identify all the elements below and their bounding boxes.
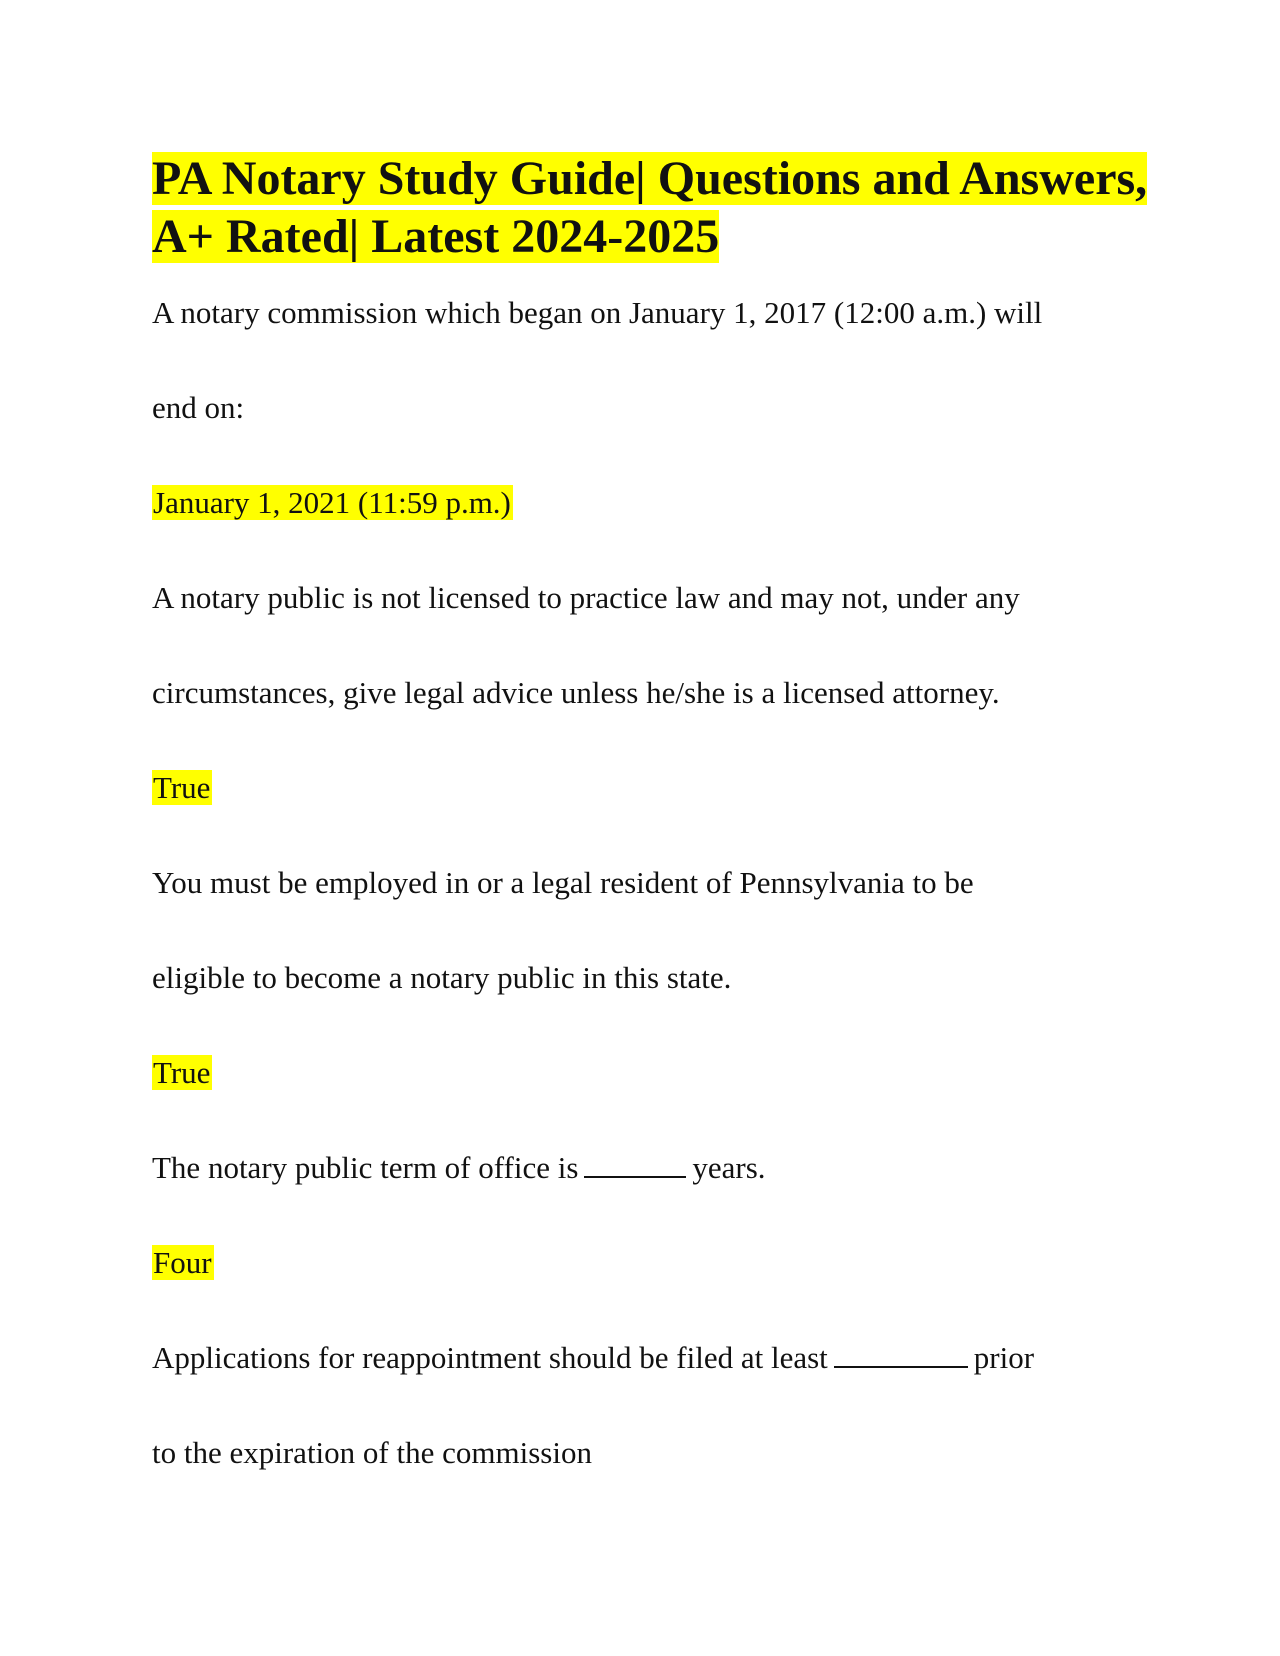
question-5-text-after: prior [973, 1340, 1035, 1375]
question-5-line-1 [152, 1338, 1034, 1378]
question-5-text-before: Applications for reappointment should be filed at least [152, 1340, 828, 1375]
answer-1 [152, 483, 513, 523]
fill-in-blank [584, 1152, 686, 1178]
answer-4 [152, 1243, 214, 1283]
question-4-text-before: The notary public term of office is [152, 1150, 579, 1185]
answer-2-highlight: True [153, 770, 211, 805]
question-2-line-1: A notary public is not licensed to practice law and may not, under any [152, 580, 1020, 615]
answer-2 [152, 768, 212, 808]
question-4-line-1 [152, 1148, 766, 1188]
question-1-line-1: A notary commission which began on January 1, 2017 (12:00 a.m.) will [152, 295, 1043, 330]
question-5-line-2: to the expiration of the commission [152, 1435, 592, 1470]
document-title [152, 150, 1152, 266]
question-1-line-2: end on: [152, 390, 245, 425]
question-3-line-2: eligible to become a notary public in this state. [152, 960, 732, 995]
answer-1-highlight: January 1, 2021 (11:59 p.m.) [153, 485, 511, 520]
title-highlight: PA Notary Study Guide| Questions and Answers, A+ Rated| Latest 2024-2025 [152, 152, 1148, 263]
answer-3 [152, 1053, 212, 1093]
answer-4-highlight: Four [153, 1245, 212, 1280]
question-2-line-2: circumstances, give legal advice unless he/she is a licensed attorney. [152, 675, 1000, 710]
answer-3-highlight: True [153, 1055, 211, 1090]
fill-in-blank [834, 1342, 968, 1368]
question-4-text-after: years. [692, 1150, 766, 1185]
question-3-line-1: You must be employed in or a legal resident of Pennsylvania to be [152, 865, 974, 900]
